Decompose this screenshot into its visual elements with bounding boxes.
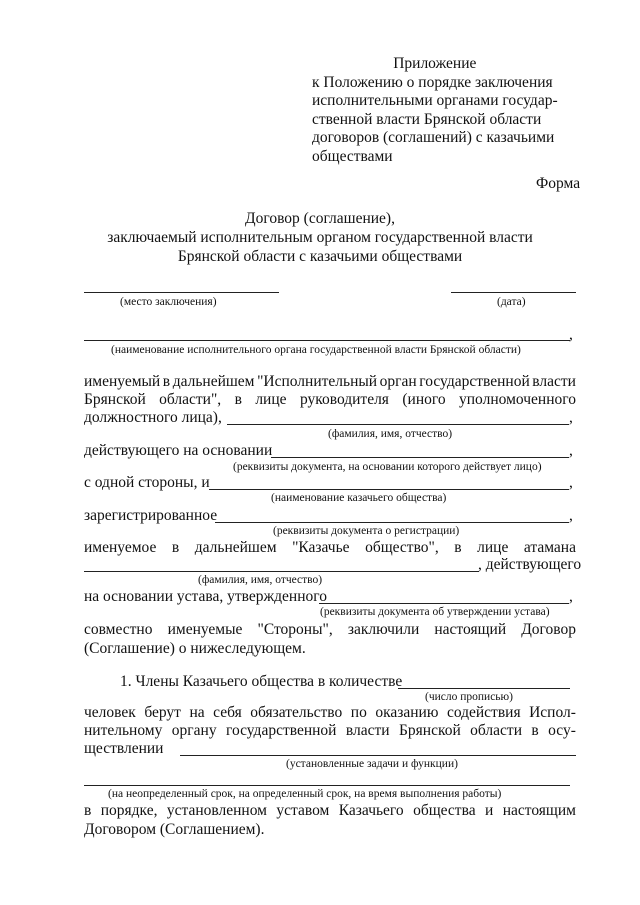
title-line: Договор (соглашение), bbox=[245, 210, 395, 227]
paragraph-line bbox=[84, 722, 576, 740]
word: настоящий bbox=[434, 621, 507, 638]
word: и bbox=[485, 802, 494, 819]
word: (иного bbox=[402, 391, 446, 408]
term-caption: (на неопределенный срок, на определенный срок, на время выполнения работы) bbox=[108, 788, 502, 800]
word: в bbox=[454, 539, 462, 556]
word: области", bbox=[159, 391, 222, 408]
doc-basis-line bbox=[271, 457, 569, 458]
word: дальнейшем bbox=[172, 373, 255, 390]
word: государственной bbox=[226, 722, 337, 739]
word: Казачьего bbox=[338, 802, 404, 819]
word: заключили bbox=[347, 621, 420, 638]
appendix-line: обществами bbox=[312, 147, 393, 165]
word: Брянской bbox=[84, 391, 146, 408]
appendix-block bbox=[312, 55, 558, 166]
word: берут bbox=[144, 704, 181, 721]
word: общество", bbox=[365, 539, 439, 556]
fio-line bbox=[227, 424, 569, 425]
word: порядке, bbox=[100, 802, 158, 819]
paragraph-line bbox=[84, 802, 576, 820]
word: по bbox=[350, 704, 367, 721]
word: власти bbox=[532, 373, 576, 390]
word: настоящим bbox=[502, 802, 576, 819]
comma: , bbox=[569, 442, 573, 459]
word: уставом bbox=[276, 802, 330, 819]
organ-name-caption: (наименование исполнительного органа государственной власти Брянской области) bbox=[111, 344, 521, 356]
paragraph-line bbox=[84, 621, 576, 639]
date-caption: (дата) bbox=[497, 296, 526, 308]
word: совместно bbox=[84, 621, 153, 638]
word: "Стороны", bbox=[257, 621, 333, 638]
word: власти bbox=[345, 722, 390, 739]
word: орган bbox=[379, 373, 417, 390]
title-line: Брянской области с казачьими обществами bbox=[177, 248, 463, 265]
word: именуемый bbox=[84, 373, 161, 390]
word: области bbox=[470, 722, 522, 739]
word: уполномоченного bbox=[459, 391, 576, 408]
word: в bbox=[234, 391, 242, 408]
paragraph-text: зарегистрированное bbox=[84, 507, 218, 524]
comma: , bbox=[569, 588, 573, 605]
word: нительному bbox=[84, 722, 163, 739]
comma: , bbox=[569, 474, 573, 491]
word: Брянской bbox=[399, 722, 461, 739]
paragraph-text: должностного лица), bbox=[84, 409, 222, 426]
ataman-fio-line bbox=[84, 571, 479, 572]
place-caption: (место заключения) bbox=[120, 296, 217, 308]
comma: , bbox=[569, 326, 573, 343]
organ-name-line bbox=[84, 340, 570, 341]
word: "Исполнительный bbox=[257, 373, 378, 390]
paragraph-text: действующего на основании bbox=[84, 442, 273, 459]
word: атамана bbox=[523, 539, 576, 556]
fio-caption: (фамилия, имя, отчество) bbox=[198, 574, 323, 586]
comma: , bbox=[569, 507, 573, 524]
clause-1-text: 1. Члены Казачьего общества в количестве bbox=[120, 673, 403, 690]
word: именуемое bbox=[84, 539, 157, 556]
paragraph-line bbox=[84, 704, 576, 722]
paragraph-text: (Соглашение) о нижеследующем. bbox=[84, 640, 306, 657]
count-caption: (число прописью) bbox=[425, 691, 513, 703]
paragraph-text: ществлении bbox=[84, 740, 164, 757]
place-line bbox=[84, 292, 279, 293]
word: обязательство bbox=[250, 704, 343, 721]
paragraph-line bbox=[84, 391, 576, 409]
word: в bbox=[531, 722, 539, 739]
doc-basis-caption: (реквизиты документа, на основании которого действует лицо) bbox=[233, 461, 542, 473]
title-line: заключаемый исполнительным органом государственной власти bbox=[107, 229, 533, 246]
word: руководителя bbox=[299, 391, 389, 408]
word: осу- bbox=[548, 722, 576, 739]
paragraph-text: Договором (Соглашением). bbox=[84, 821, 265, 838]
word: в bbox=[84, 802, 92, 819]
word: установленном bbox=[166, 802, 267, 819]
word: человек bbox=[84, 704, 136, 721]
paragraph-text: с одной стороны, и bbox=[84, 474, 210, 491]
fio-caption: (фамилия, имя, отчество) bbox=[328, 428, 453, 440]
term-line bbox=[84, 785, 570, 786]
appendix-title: Приложение bbox=[393, 55, 477, 72]
society-name-caption: (наименование казачьего общества) bbox=[271, 492, 447, 504]
paragraph-line bbox=[84, 373, 576, 391]
word: оказанию bbox=[375, 704, 439, 721]
comma: , bbox=[569, 409, 573, 426]
tasks-caption: (установленные задачи и функции) bbox=[286, 758, 458, 770]
word: лице bbox=[477, 539, 509, 556]
form-label: Форма bbox=[536, 175, 581, 192]
word: "Казачье bbox=[292, 539, 350, 556]
word: содействия bbox=[446, 704, 521, 721]
word: в bbox=[171, 539, 180, 556]
charter-caption: (реквизиты документа об утверждении устава) bbox=[320, 606, 550, 618]
count-line bbox=[398, 688, 570, 689]
word: Договор bbox=[521, 621, 576, 638]
paragraph-text: , действующего bbox=[478, 556, 582, 573]
society-name-line bbox=[209, 489, 569, 490]
word: органу bbox=[171, 722, 217, 739]
charter-line bbox=[319, 603, 569, 604]
appendix-line: исполнительными органами государ- bbox=[312, 92, 558, 109]
word: лице bbox=[255, 391, 287, 408]
tasks-line bbox=[180, 755, 576, 756]
word: себя bbox=[213, 704, 242, 721]
word: Испол- bbox=[529, 704, 576, 721]
word: дальнейшем bbox=[194, 539, 277, 556]
registration-line bbox=[215, 522, 569, 523]
document-title bbox=[0, 209, 640, 266]
word: на bbox=[189, 704, 205, 721]
word: общества bbox=[413, 802, 476, 819]
paragraph-line bbox=[84, 539, 576, 557]
date-line bbox=[451, 292, 576, 293]
appendix-line: к Положению о порядке заключения bbox=[312, 73, 553, 91]
appendix-line: договоров (соглашений) с казачьими bbox=[312, 129, 555, 146]
word: государственной bbox=[419, 373, 530, 390]
word: именуемые bbox=[167, 621, 243, 638]
paragraph-text: на основании устава, утвержденного bbox=[84, 588, 327, 605]
appendix-line: ственной власти Брянской области bbox=[312, 110, 542, 128]
registration-caption: (реквизиты документа о регистрации) bbox=[273, 525, 460, 537]
word: в bbox=[162, 373, 171, 390]
